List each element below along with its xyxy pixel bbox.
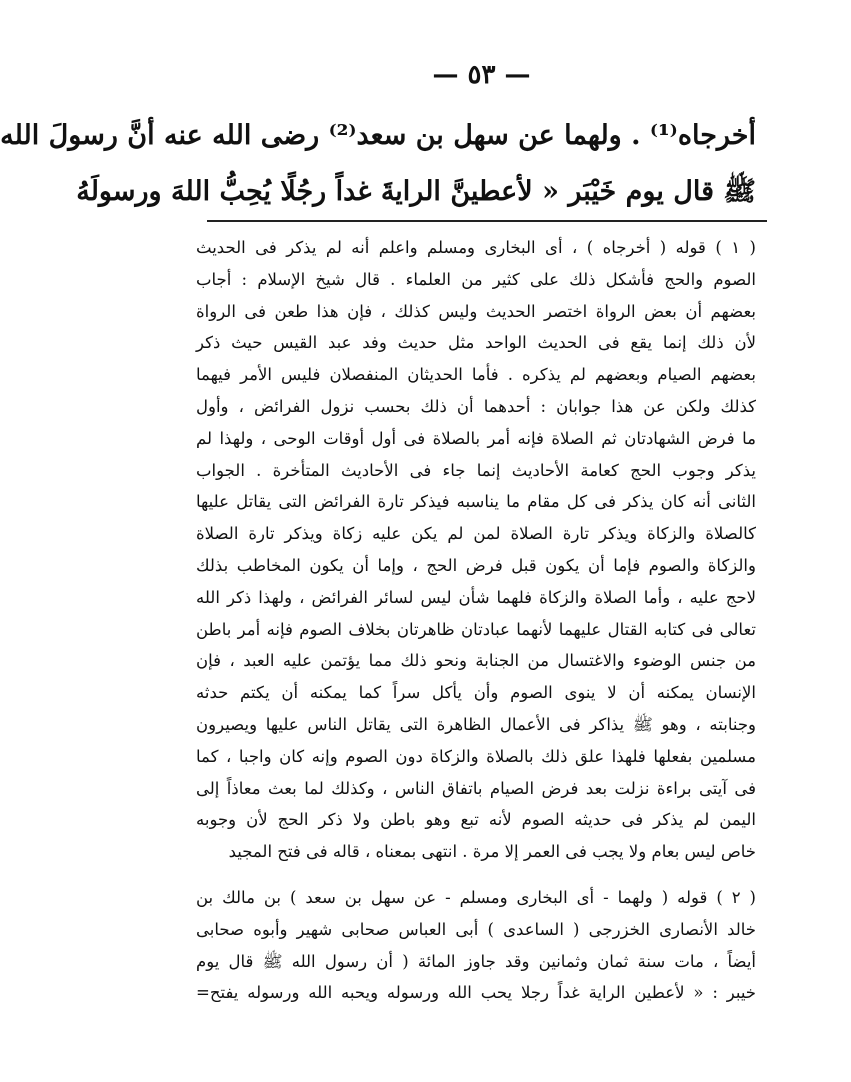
footnote-line: بعضهم أن بعض الرواة اختصر الحديث وليس كذلك ، فإن هذا طعن فى الرواة bbox=[196, 301, 756, 321]
footnote-line: يذكر وجوب الحج كعامة الأحاديث إنما جاء فى الأحاديث المتأخرة . الجواب bbox=[196, 460, 756, 480]
footnote-line: خيبر : « لأعطين الراية غداً رجلا يحب الله ورسوله ويحبه الله ورسوله يفتح= bbox=[196, 983, 756, 1003]
footnote-line: لأن ذلك إنما يقع فى الحديث الواحد مثل حديث وفد عبد القيس حيث ذكر bbox=[196, 333, 756, 353]
footnote-line: اليمن لم يذكر فى حديثه الصوم لأنه تبع وهو باطن ولا ذكر الحج لأن وجوبه bbox=[196, 810, 756, 830]
footnote-line: والزكاة والصوم فإما أن يكون قبل فرض الحج ، وإما أن يكون المخاطب بذلك bbox=[196, 555, 756, 575]
footnotes bbox=[196, 232, 756, 1009]
footnote-line: كالصلاة والزكاة ويذكر تارة الصلاة لمن لم يكن عليه زكاة ويذكر تارة الصلاة bbox=[196, 524, 756, 544]
footnote-line: كذلك ولكن عن هذا جوابان : أحدهما أن ذلك بحسب نزول الفرائض ، وأول bbox=[196, 396, 756, 416]
footnote-1 bbox=[196, 232, 756, 868]
main-text bbox=[0, 108, 756, 220]
footnote-line: تعالى فى كتابه القتال عليهما لأنهما عبادتان ظاهرتان بخلاف الصوم فإنه أمر باطن bbox=[196, 619, 756, 639]
footnote-line: من جنس الوضوء والاغتسال من الجنابة ونحو ذلك مما يؤتمن عليه العبد ، فإن bbox=[196, 651, 756, 671]
footnote-line: فى آيتى براءة نزلت بعد فرض الصيام باتفاق الناس ، وكذلك لما بعث معاذاً إلى bbox=[196, 778, 756, 798]
footnote-line: بعضهم الصيام وبعضهم لم يذكره . فأما الحديثان المنفصلان فليس الأمر فيهما bbox=[196, 365, 756, 385]
footnote-gap bbox=[196, 868, 756, 882]
footnote-line: خالد الأنصارى الخزرجى ( الساعدى ) أبى العباس صحابى شهير وأبوه صحابى bbox=[196, 919, 756, 939]
footnote-separator bbox=[207, 220, 767, 222]
main-text-line: أخرجاه⁽¹⁾ . ولهما عن سهل بن سعد⁽²⁾ رضى الله عنه أنَّ رسولَ الله bbox=[0, 120, 756, 151]
footnote-line: لاحج عليه ، وأما الصلاة والزكاة فلهما شأن ليس لسائر الفرائض ، ولهذا ذكر الله bbox=[196, 587, 756, 607]
footnote-line: خاص ليس بعام ولا يجب فى العمر إلا مرة . انتهى بمعناه ، قاله فى فتح المجيد bbox=[228, 842, 756, 862]
footnote-line: وجنابته ، وهو ﷺ يذاكر فى الأعمال الظاهرة التى يقاتل الناس عليها ويصيرون bbox=[196, 714, 756, 734]
footnote-line: أيضاً ، مات سنة ثمان وثمانين وقد جاوز المائة ( أن رسول الله ﷺ قال يوم bbox=[196, 951, 756, 971]
page-number: — ٥٣ — bbox=[432, 60, 531, 90]
footnote-line: ما فرض الشهادتان ثم الصلاة فإنه أمر بالصلاة فى أول أوقات الوحى ، ولهذا لم bbox=[196, 428, 756, 448]
footnote-line: ( ٢ ) قوله ( ولهما - أى البخارى ومسلم - عن سهل بن سعد ) بن مالك بن bbox=[196, 887, 756, 907]
footnote-line: الصوم والحج فأشكل ذلك على كثير من العلماء . قال شيخ الإسلام : أجاب bbox=[196, 269, 756, 289]
footnote-line: ( ١ ) قوله ( أخرجاه ) ، أى البخارى ومسلم واعلم أنه لم يذكر فى الحديث bbox=[196, 238, 756, 257]
footnote-line: الإنسان يمكنه أن لا ينوى الصوم وأن يأكل سراً كما يمكنه أن يكتم حدثه bbox=[196, 683, 756, 703]
footnote-line: الثانى أنه كان يذكر فى كل مقام ما يناسبه فيذكر تارة الفرائض التى يقاتل عليها bbox=[196, 492, 756, 512]
footnote-line: مسلمين بفعلها فلهذا علق ذلك بالصلاة والزكاة دون الصوم وإنه كان واجبا ، كما bbox=[196, 746, 756, 766]
footnote-2 bbox=[196, 882, 756, 1009]
main-text-line: ﷺ قال يوم خَيْبَر « لأعطينَّ الرايةَ غداً رجُلًا يُحِبُّ اللهَ ورسولَهُ bbox=[76, 176, 756, 207]
